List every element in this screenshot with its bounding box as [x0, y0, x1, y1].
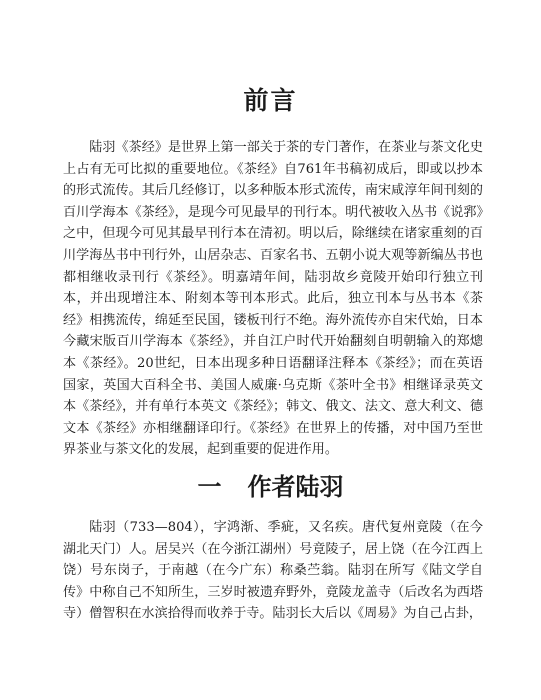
chapter-paragraph: 陆羽（733—804），字鸿渐、季疵，又名疾。唐代复州竟陵（在今湖北天门）人。居吴兴（在今浙江湖州）号竟陵子，居上饶（在今江西上饶）号东岗子，于南越（在今广东）称桑苎翁。陆羽在所写《陆文学自传》中称自己不知所生，三岁时被遗弃野外，竟陵龙盖寺（后改名为西塔寺）僧智积在水滨拾得而收养于寺。陆羽长大后以《周易》为自己占卦，	[63, 520, 483, 622]
chapter-number: 一	[197, 472, 222, 501]
chapter-title: 作者陆羽	[247, 472, 344, 501]
preface-title: 前言	[243, 86, 298, 115]
preface-paragraph: 陆羽《茶经》是世界上第一部关于茶的专门著作，在茶业与茶文化史上占有无可比拟的重要地位。《茶经》自761年书稿初成后，即或以抄本的形式流传。其后几经修订，以多种版本形式流传，南宋咸淳年间刊刻的百川学海本《茶经》，是现今可见最早的刊行本。明代被收入丛书《说郛》之中，但现今可见其最早刊行本在清初。明以后，除继续在诸家重刻的百川学海丛书中刊行外，山居杂志、百家名书、五朝小说大观等新编丛书也都相继收录刊行《茶经》。明嘉靖年间，陆羽故乡竟陵开始印行独立刊本，并出现增注本、附刻本等刊本形式。此后，独立刊本与丛书本《茶经》相携流传，绵延至民国，镂板刊行不绝。海外流传亦自宋代始，日本今藏宋版百川学海本《茶经》，并自江户时代开始翻刻自明朝输入的郑熜本《茶经》。20世纪，日本出现多种日语翻译注释本《茶经》；而在英语国家，英国大百科全书、美国人威廉·乌克斯《茶叶全书》相继译录英文本《茶经》，并有单行本英文《茶经》；韩文、俄文、法文、意大利文、德文本《茶经》亦相继翻译印行。《茶经》在世界上的传播，对中国乃至世界茶业与茶文化的发展，起到重要的促进作用。	[63, 140, 483, 458]
chapter-heading	[0, 470, 541, 504]
